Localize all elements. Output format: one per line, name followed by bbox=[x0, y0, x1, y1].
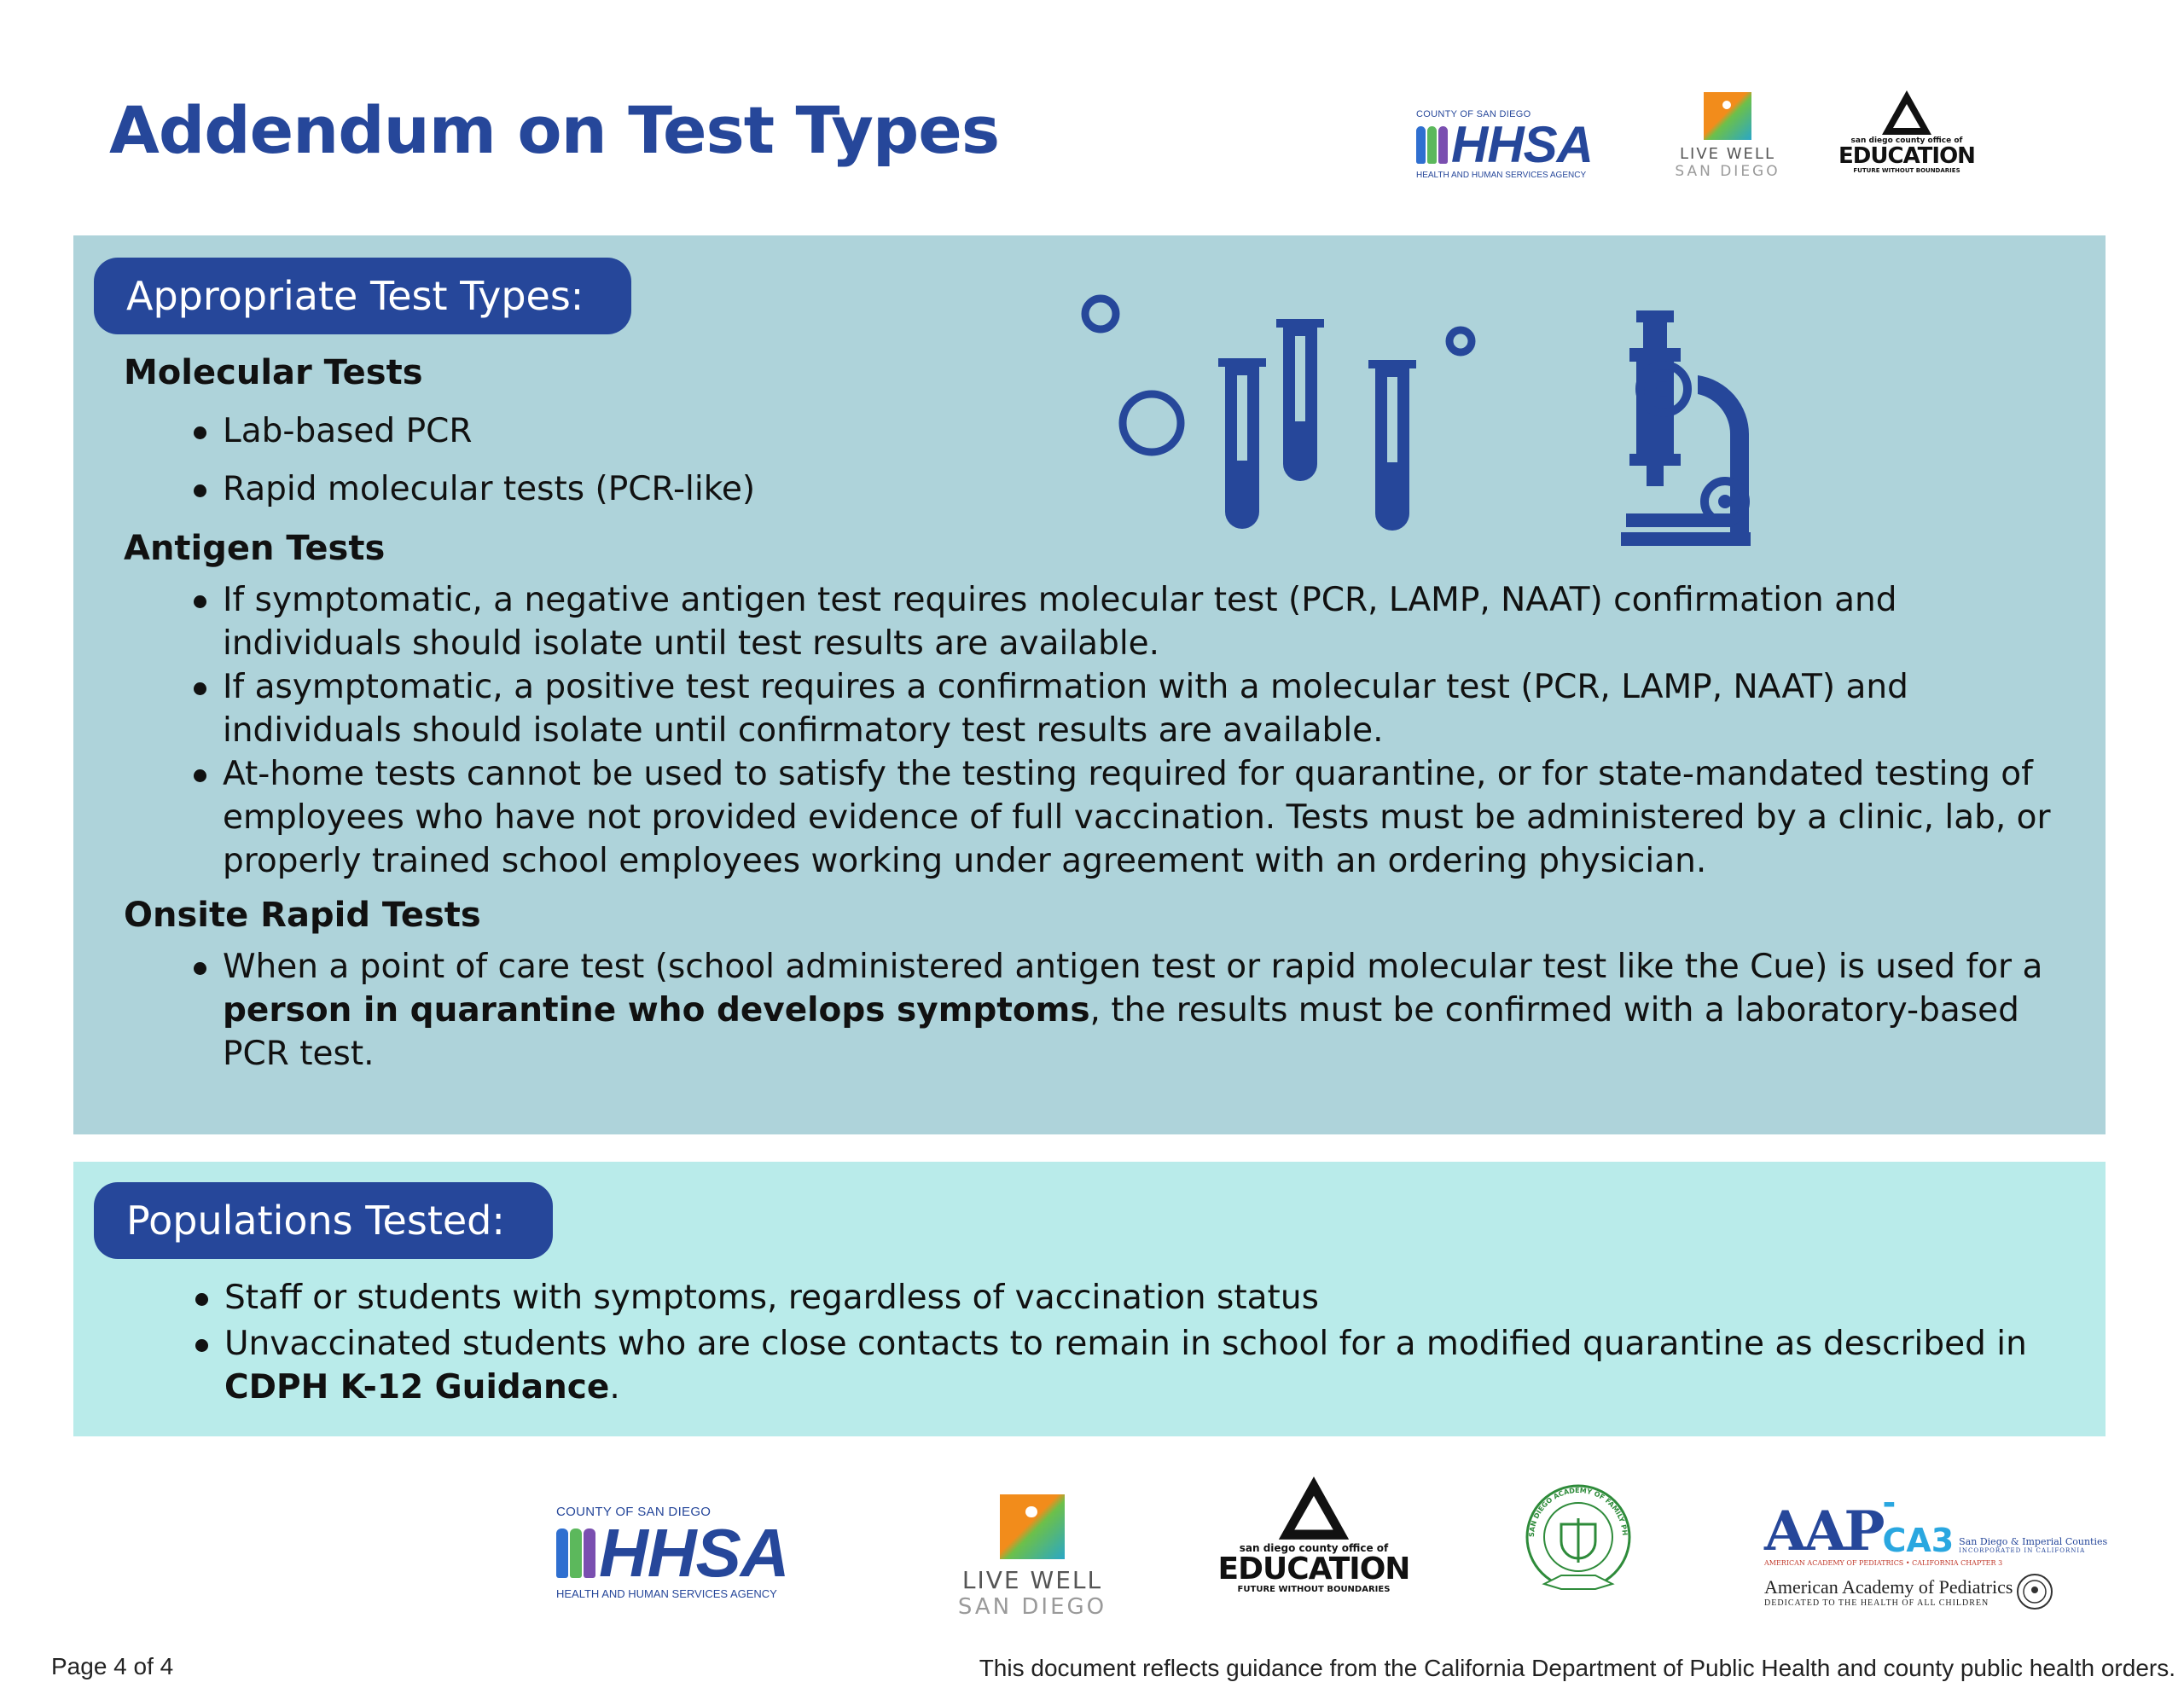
list-item: Lab-based PCR bbox=[223, 409, 472, 453]
aap-ca3-logo: AAP -CA3 San Diego & Imperial Counties INCORPORATED IN CALIFORNIA AMERICAN ACADEMY OF PEDIATRICS • CALIFORNIA CHAPTER 3 American Academy of Pediatrics DEDICATED TO THE HEALTH OF ALL CHILDREN bbox=[1764, 1484, 2054, 1611]
hhsa-people-icon bbox=[556, 1528, 595, 1578]
antigen-tests-heading: Antigen Tests bbox=[124, 529, 386, 568]
populations-tested-pill: Populations Tested: bbox=[94, 1182, 553, 1259]
bullet-icon bbox=[194, 595, 206, 608]
molecular-tests-heading: Molecular Tests bbox=[124, 353, 423, 392]
bullet-icon bbox=[194, 962, 206, 975]
page-title: Addendum on Test Types bbox=[109, 92, 1000, 168]
hhsa-logo: COUNTY OF SAN DIEGO HHSA HEALTH AND HUMAN SERVICES AGENCY bbox=[1416, 109, 1594, 180]
aafp-seal-icon bbox=[1519, 1477, 1638, 1605]
list-item: Staff or students with symptoms, regardless of vaccination status bbox=[224, 1276, 2076, 1320]
aafp-seal-logo bbox=[1519, 1477, 1638, 1610]
appropriate-test-types-pill: Appropriate Test Types: bbox=[94, 258, 631, 334]
list-item: If symptomatic, a negative antigen test requires molecular test (PCR, LAMP, NAAT) confirmation and individuals should isolate until test results are available. bbox=[223, 578, 2074, 665]
page-number: Page 4 of 4 bbox=[51, 1653, 174, 1679]
sdcoe-logo: san diego county office of EDUCATION FUTURE WITHOUT BOUNDARIES bbox=[1826, 89, 1988, 174]
footer-note: This document reflects guidance from the California Department of Public Health and county public health orders. bbox=[979, 1655, 2175, 1681]
svg-text:SAN DIEGO ACADEMY OF FAMILY PH: SAN DIEGO ACADEMY OF FAMILY PH bbox=[1527, 1486, 1629, 1538]
live-well-footer-logo: LIVE WELL SAN DIEGO bbox=[947, 1494, 1118, 1620]
list-item: If asymptomatic, a positive test requires a confirmation with a molecular test (PCR, LAMP, NAAT) and individuals should isolate until confirmatory test results are available. bbox=[223, 665, 2074, 752]
bullet-icon bbox=[194, 484, 206, 497]
list-item: Unvaccinated students who are close contacts to remain in school for a modified quarantine as described in CDPH K-12 Guidance. bbox=[224, 1322, 2059, 1409]
sdcoe-footer-logo: san diego county office of EDUCATION FUTURE WITHOUT BOUNDARIES bbox=[1211, 1474, 1416, 1594]
bullet-icon bbox=[194, 682, 206, 695]
sdcoe-triangle-icon bbox=[1880, 89, 1933, 136]
bullet-icon bbox=[194, 426, 206, 439]
aap-seal-icon bbox=[2015, 1572, 2054, 1611]
lab-test-tubes-microscope-icon bbox=[1066, 290, 1783, 546]
bullet-icon bbox=[195, 1293, 208, 1306]
hhsa-footer-logo: COUNTY OF SAN DIEGO HHSA HEALTH AND HUMAN SERVICES AGENCY bbox=[556, 1505, 789, 1600]
bullet-icon bbox=[194, 769, 206, 782]
onsite-rapid-tests-heading: Onsite Rapid Tests bbox=[124, 896, 481, 935]
list-item: At-home tests cannot be used to satisfy the testing required for quarantine, or for state-mandated testing of employees who have not provided evidence of full vaccination. Tests must be administered by a clinic, lab, or properly trained school employees working under agreement with an ordering physician. bbox=[223, 752, 2074, 883]
list-item: Rapid molecular tests (PCR-like) bbox=[223, 467, 755, 511]
live-well-icon bbox=[1704, 92, 1751, 140]
hhsa-people-icon bbox=[1416, 126, 1448, 164]
list-item: When a point of care test (school administered antigen test or rapid molecular test like the Cue) is used for a person in quarantine who develops symptoms, the results must be confirmed with a laboratory-based PCR test. bbox=[223, 945, 2074, 1076]
bullet-icon bbox=[195, 1339, 208, 1352]
live-well-icon bbox=[1000, 1494, 1065, 1559]
live-well-logo: LIVE WELL SAN DIEGO bbox=[1668, 92, 1787, 180]
sdcoe-triangle-icon bbox=[1276, 1474, 1351, 1542]
